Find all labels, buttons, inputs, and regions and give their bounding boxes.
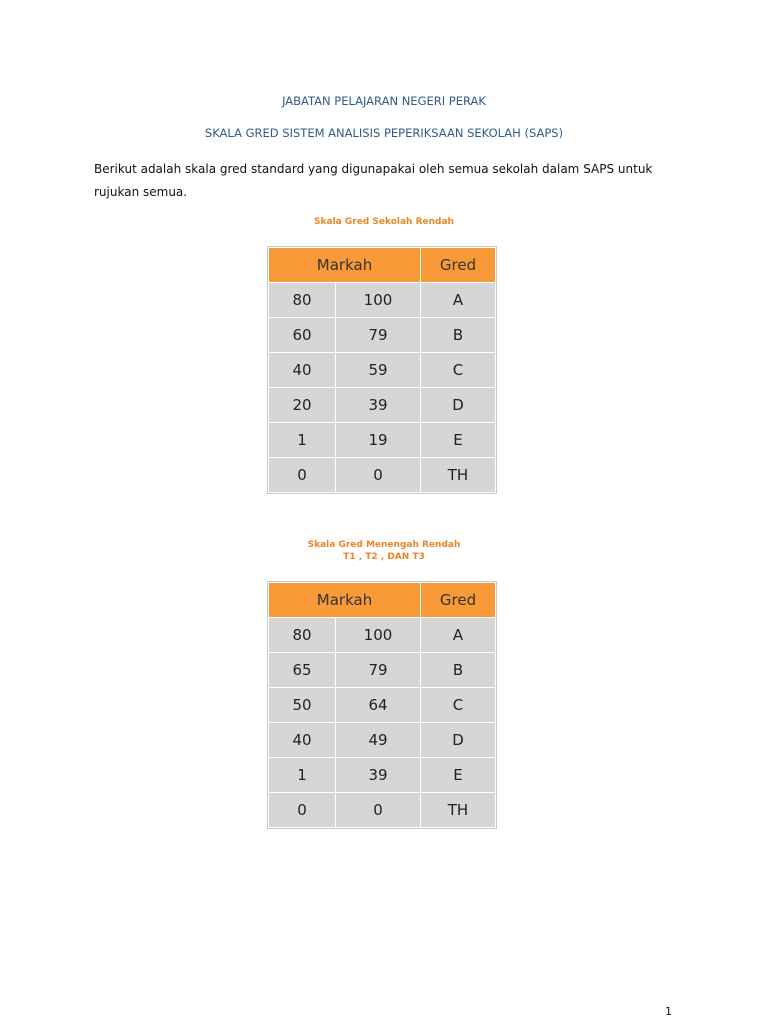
grade-cell: C (421, 688, 495, 722)
caption-line: Skala Gred Sekolah Rendah (314, 217, 454, 227)
grade-cell: D (421, 388, 495, 422)
grade-cell: A (421, 618, 495, 652)
max-mark-cell: 0 (336, 458, 420, 492)
grade-cell: E (421, 423, 495, 457)
min-mark-cell: 80 (269, 283, 335, 317)
table-row (269, 618, 495, 652)
max-mark-cell: 100 (336, 283, 420, 317)
header-gred: Gred (421, 248, 495, 282)
max-mark-cell: 49 (336, 723, 420, 757)
table-row (269, 793, 495, 827)
table-caption-secondary (0, 539, 768, 563)
table-row (269, 688, 495, 722)
intro-paragraph: Berikut adalah skala gred standard yang digunapakai oleh semua sekolah dalam SAPS untuk rujukan semua. (94, 162, 653, 199)
header-gred: Gred (421, 583, 495, 617)
min-mark-cell: 40 (269, 353, 335, 387)
min-mark-cell: 20 (269, 388, 335, 422)
max-mark-cell: 19 (336, 423, 420, 457)
grade-cell: C (421, 353, 495, 387)
table-row (269, 388, 495, 422)
max-mark-cell: 79 (336, 653, 420, 687)
table-header-row (269, 248, 495, 282)
grade-table-primary (267, 246, 497, 494)
min-mark-cell: 60 (269, 318, 335, 352)
header-markah: Markah (269, 583, 420, 617)
caption-line: T1 , T2 , DAN T3 (343, 552, 425, 562)
min-mark-cell: 40 (269, 723, 335, 757)
table-caption-primary (0, 216, 768, 228)
min-mark-cell: 0 (269, 793, 335, 827)
table-row (269, 283, 495, 317)
table-row (269, 758, 495, 792)
header-markah: Markah (269, 248, 420, 282)
grade-cell: B (421, 318, 495, 352)
min-mark-cell: 50 (269, 688, 335, 722)
grade-cell: A (421, 283, 495, 317)
grade-cell: TH (421, 458, 495, 492)
table-row (269, 423, 495, 457)
max-mark-cell: 0 (336, 793, 420, 827)
min-mark-cell: 0 (269, 458, 335, 492)
grade-table-secondary (267, 581, 497, 829)
caption-line: Skala Gred Menengah Rendah (307, 540, 461, 550)
max-mark-cell: 39 (336, 758, 420, 792)
max-mark-cell: 59 (336, 353, 420, 387)
table-header-row (269, 583, 495, 617)
grade-cell: E (421, 758, 495, 792)
max-mark-cell: 79 (336, 318, 420, 352)
table-row (269, 318, 495, 352)
table-row (269, 723, 495, 757)
grade-cell: D (421, 723, 495, 757)
max-mark-cell: 39 (336, 388, 420, 422)
min-mark-cell: 80 (269, 618, 335, 652)
grade-cell: TH (421, 793, 495, 827)
min-mark-cell: 65 (269, 653, 335, 687)
document-subtitle: SKALA GRED SISTEM ANALISIS PEPERIKSAAN SEKOLAH (SAPS) (204, 126, 564, 140)
table-row (269, 353, 495, 387)
max-mark-cell: 100 (336, 618, 420, 652)
table-row (269, 653, 495, 687)
min-mark-cell: 1 (269, 758, 335, 792)
min-mark-cell: 1 (269, 423, 335, 457)
table-row (269, 458, 495, 492)
document-title: JABATAN PELAJARAN NEGERI PERAK (282, 94, 486, 108)
max-mark-cell: 64 (336, 688, 420, 722)
grade-cell: B (421, 653, 495, 687)
page-number: 1 (665, 1005, 672, 1018)
